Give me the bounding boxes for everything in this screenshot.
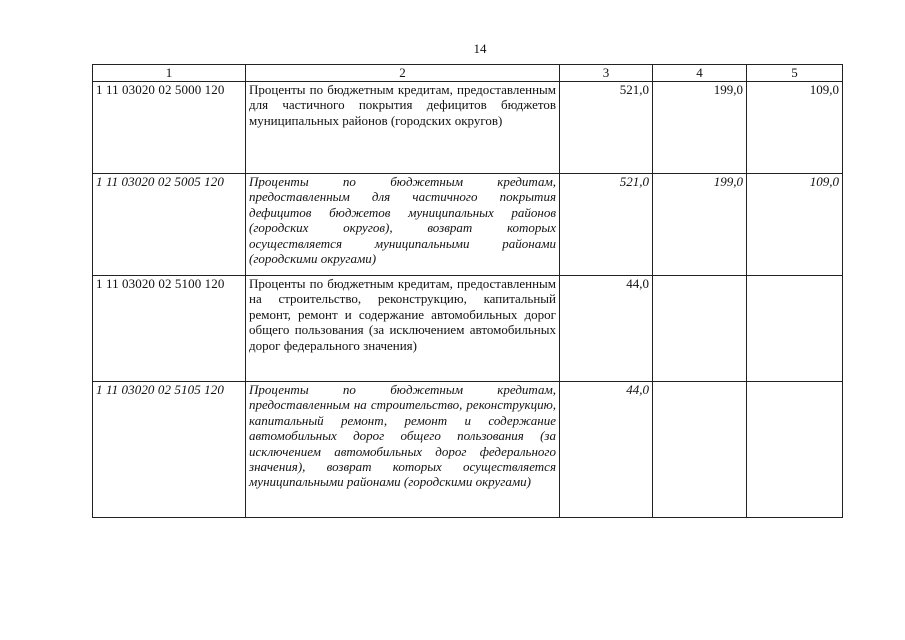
table-row (93, 382, 843, 518)
row-name: Проценты по бюджетным кредитам, предоставленным для частичного покрытия дефицитов бюджетов муниципальных районов (городских округов) (246, 82, 560, 174)
row-code: 1 11 03020 02 5000 120 (93, 82, 246, 174)
row-value-3: 44,0 (560, 382, 653, 518)
table-row (93, 174, 843, 276)
row-value-4: 199,0 (653, 82, 747, 174)
column-header-3: 3 (560, 65, 653, 82)
page-number: 14 (473, 41, 487, 56)
row-name: Проценты по бюджетным кредитам, предоставленным на строительство, реконструкцию, капитальный ремонт, ремонт и содержание автомобильных дорог общего пользования (за исключением автомобильных дорог федерального значения), возврат которых осуществляется муниципальными районами (городскими округами) (246, 382, 560, 518)
row-value-4 (653, 382, 747, 518)
column-header-5: 5 (747, 65, 843, 82)
budget-table (92, 64, 843, 518)
row-value-3: 44,0 (560, 276, 653, 382)
row-value-4 (653, 276, 747, 382)
row-code: 1 11 03020 02 5105 120 (93, 382, 246, 518)
row-value-5: 109,0 (747, 82, 843, 174)
row-value-5 (747, 276, 843, 382)
row-value-3: 521,0 (560, 82, 653, 174)
column-header-2: 2 (246, 65, 560, 82)
row-value-5: 109,0 (747, 174, 843, 276)
row-value-5 (747, 382, 843, 518)
row-name: Проценты по бюджетным кредитам, предоставленным на строительство, реконструкцию, капитальный ремонт, ремонт и содержание автомобильных дорог общего пользования (за исключением автомобильных дорог федерального значения) (246, 276, 560, 382)
table-row (93, 276, 843, 382)
row-code: 1 11 03020 02 5005 120 (93, 174, 246, 276)
row-value-4: 199,0 (653, 174, 747, 276)
row-name: Проценты по бюджетным кредитам, предоставленным для частичного покрытия дефицитов бюджетов муниципальных районов (городских округов), возврат которых осуществляется муниципальными районами (городскими округами) (246, 174, 560, 276)
table-row (93, 82, 843, 174)
table-header-row (93, 65, 843, 82)
row-value-3: 521,0 (560, 174, 653, 276)
column-header-4: 4 (653, 65, 747, 82)
column-header-1: 1 (93, 65, 246, 82)
row-code: 1 11 03020 02 5100 120 (93, 276, 246, 382)
